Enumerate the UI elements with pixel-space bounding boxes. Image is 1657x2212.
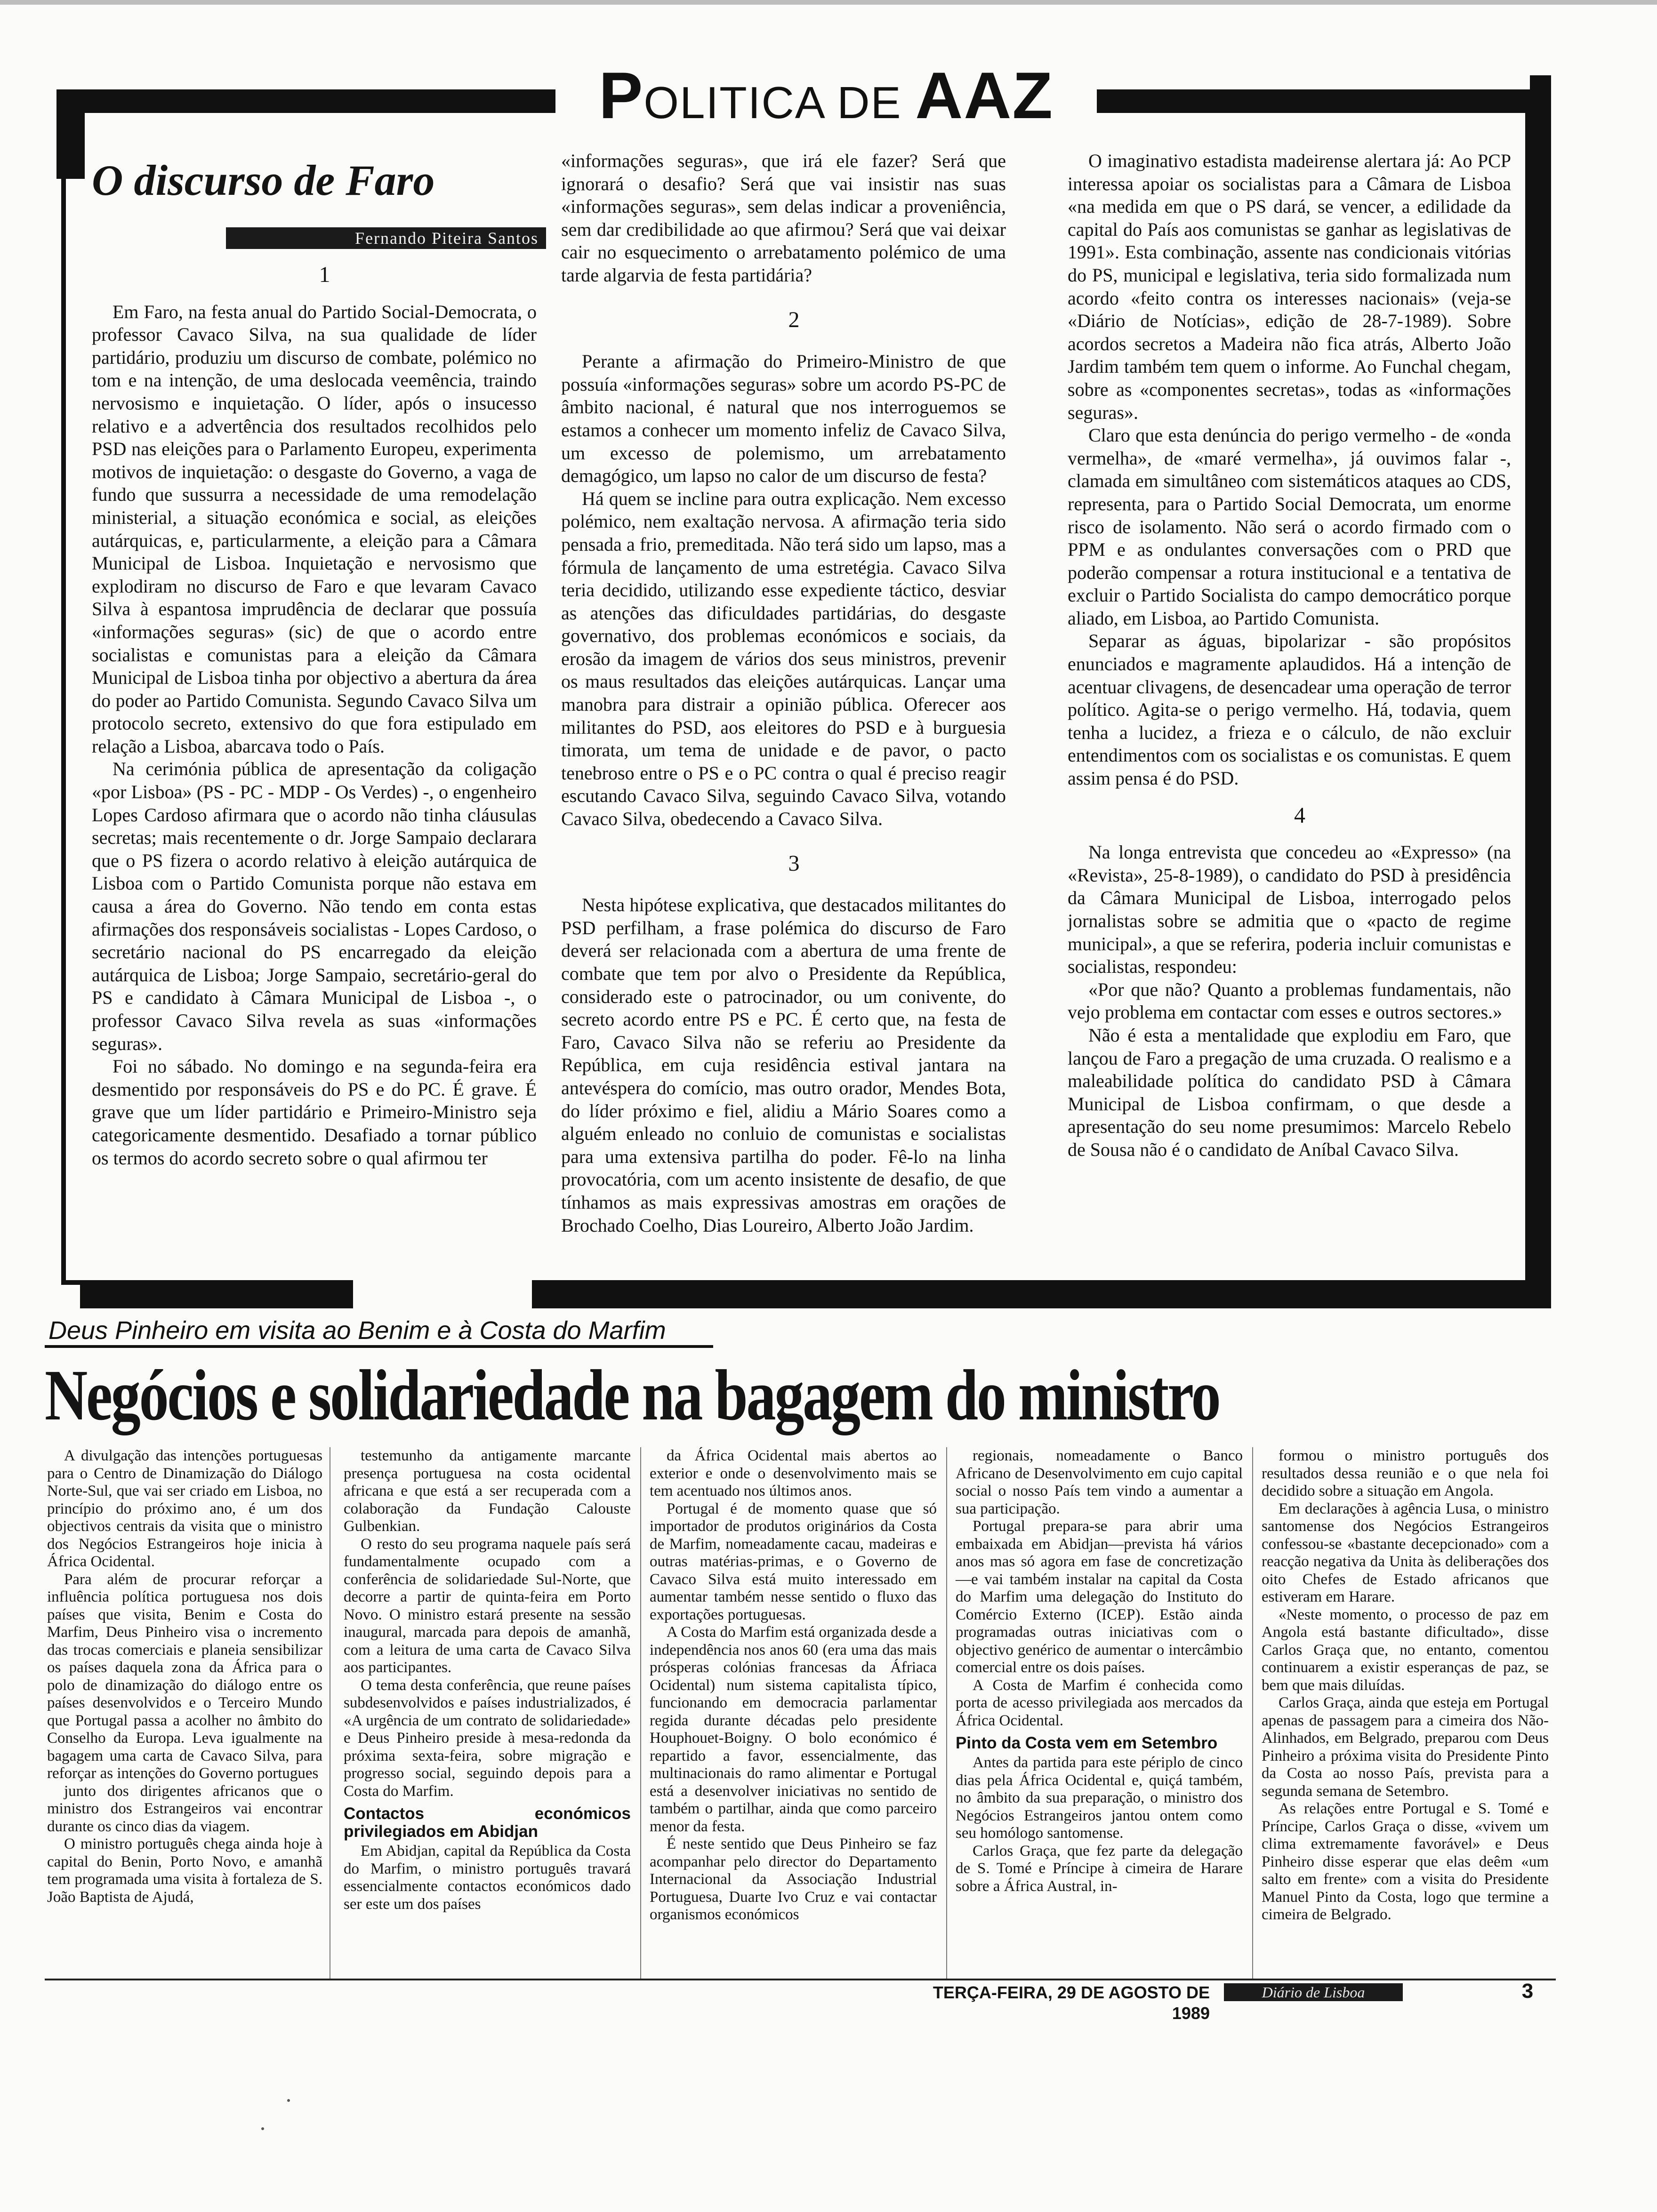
news-column-2 (344, 1447, 631, 1913)
page-top-rule (0, 0, 1657, 5)
article-headline: O discurso de Faro (92, 156, 435, 204)
scan-speck (261, 2127, 264, 2130)
news-subhead: Contactos económicos privilegiados em Abidjan (344, 1804, 631, 1841)
paragraph: «Neste momento, o processo de paz em Angola está bastante dificultado», disse Carlos Graça que, no entanto, comentou continuarem a existir esperanças de paz, se bem que mais diluídas. (1262, 1606, 1549, 1694)
paragraph: O ministro português chega ainda hoje à capital do Benin, Porto Novo, e amanhã tem programada uma visita à fortaleza de S. João Baptista de Ajudá, (47, 1835, 322, 1906)
section-number: 2 (788, 307, 800, 332)
article-column-1 (92, 264, 537, 1170)
footer-rule (45, 1979, 1556, 1980)
column-rule (946, 1447, 947, 1979)
paragraph: O tema desta conferência, que reune países subdesenvolvidos e países industrializados, é «A urgência de um contrato de solidariedade» e Deus Pinheiro preside à mesa-redonda da próxima sexta-feira, sobre migração e progresso social, seguindo depois para a Costa do Marfim. (344, 1676, 631, 1800)
paragraph: testemunho da antigamente marcante presença portuguesa na costa ocidental africana e que está a ser recuperada com a colaboração da Fundação Calouste Gulbenkian. (344, 1447, 631, 1535)
paragraph: Não é esta a mentalidade que explodiu em Faro, que lançou de Faro a pregação de uma cruzada. O realismo e a maleabilidade política do candidato PSD à Câmara Municipal de Lisboa confirmam, o que desde a apresentação do seu nome presumimos: Marcelo Rebelo de Sousa não é o candidato de Aníbal Cavaco Silva. (1068, 1024, 1511, 1160)
news-column-4 (956, 1447, 1243, 1895)
paragraph: O imaginativo estadista madeirense alertara já: Ao PCP interessa apoiar os socialistas para a Câmara de Lisboa «na medida em que o PS dará, se vencer, a edilidade da capital do País aos comunistas se ganhar as legislativas de 1991». Esta combinação, assente nas condicionais vitórias do PS, municipal e legislativa, teria sido formalizada num acordo «feito contra os interesses nacionais» (veja-se «Diário de Notícias», edição de 28-7-1989). Sobre acordos secretos a Madeira não fica atrás, Alberto João Jardim também tem quem o informe. Ao Funchal chegam, sobre as «componentes secretas», todas as «informações seguras». (1068, 150, 1511, 423)
paragraph: Foi no sábado. No domingo e na segunda-feira era desmentido por responsáveis do PS e do PC. É grave. É grave que um líder partidário e Primeiro-Ministro seja categoricamente desmentido. Desafiado a tornar público os termos do acordo secreto sobre o qual afirmou ter (92, 1056, 537, 1169)
paragraph: Na longa entrevista que concedeu ao «Expresso» (na «Revista», 25-8-1989), o candidato do PSD à presidência da Câmara Municipal de Lisboa, interrogado pelos jornalistas sobre se admitia que o «pacto de regime municipal», a que se referira, poderia incluir comunistas e socialistas, respondeu: (1068, 842, 1511, 978)
paragraph: Portugal é de momento quase que só importador de produtos originários da Costa de Marfim, nomeadamente cacau, madeiras e outras matérias-primas, e o Governo de Cavaco Silva está muito interessado em aumentar também nesse sentido o fluxo das exportações portuguesas. (650, 1500, 937, 1623)
paragraph: Em Faro, na festa anual do Partido Social-Democrata, o professor Cavaco Silva, na sua qualidade de líder partidário, produziu um discurso de combate, polémico no tom e na intenção, de uma deslocada veemência, traindo nervosismo e inquietação. O líder, após o insucesso relativo e a advertência dos resultados recolhidos pelo PSD nas eleições para o Parlamento Europeu, experimenta motivos de inquietação: o desgaste do Governo, a vaga de fundo que sussurra a necessidade de uma remodelação ministerial, a situação económica e social, as eleições autárquicas, e, particularmente, a eleição para a Câmara Municipal de Lisboa. Inquietação e nervosismo que explodiram no discurso de Faro e que levaram Cavaco Silva à espantosa imprudência de declarar que possuía «informações seguras» (sic) de que o acordo entre socialistas e comunistas para a eleição da Câmara Municipal de Lisboa tinha por objectivo a abertura da área do poder ao Partido Comunista. Segundo Cavaco Silva um protocolo secreto, extensivo do que fora estipulado em relação a Lisboa, abarcava todo o País. (92, 301, 537, 757)
news-column-5 (1262, 1447, 1549, 1924)
section-number: 4 (1294, 802, 1305, 828)
footer-newspaper-name: Diário de Lisboa (1224, 1983, 1403, 2001)
paragraph: Carlos Graça, que fez parte da delegação de S. Tomé e Príncipe à cimeira de Harare sobre a África Austral, in- (956, 1842, 1243, 1895)
frame-border-right (1530, 75, 1551, 1308)
paragraph: Em Abidjan, capital da República da Costa do Marfim, o ministro português travará essencialmente contactos económicos dado ser este um dos países (344, 1843, 631, 1913)
paragraph: Claro que esta denúncia do perigo vermelho - de «onda vermelha», de «maré vermelha», já ouvimos falar -, clamada em simultâneo com sistemáticos ataques ao CDS, representa, para o Partido Social Democrata, um enorme risco de isolamento. Não será o acordo firmado com o PPM e as ondulantes conversações com o PRD que poderão compensar a rotura institucional e a tentativa de excluir o Partido Socialista do campo democrático porque aliado, em Lisboa, ao Partido Comunista. (1068, 425, 1511, 629)
paragraph: junto dos dirigentes africanos que o ministro dos Estrangeiros vai encontrar durante os cinco dias da viagem. (47, 1782, 322, 1835)
paragraph: Antes da partida para este périplo de cinco dias pela África Ocidental e, quiçá também, no âmbito da sua preparação, o ministro dos Negócios Estrangeiros jantou ontem como seu homólogo santomense. (956, 1754, 1243, 1842)
paragraph: Na cerimónia pública de apresentação da coligação «por Lisboa» (PS - PC - MDP - Os Verdes) -, o engenheiro Lopes Cardoso afirmara que o acordo não tinha cláusulas secretas; mais recentemente o dr. Jorge Sampaio declarara que o PS fizera o acordo relativo à eleição autárquica de Lisboa com o Partido Comunista porque não estava em causa a área do Governo. Não tendo em conta estas afirmações dos responsáveis socialistas - Lopes Cardoso, o secretário nacional do PS encarregado da eleição autárquica de Lisboa; Jorge Sampaio, secretário-geral do PS e candidato à Câmara Municipal de Lisboa -, o professor Cavaco Silva revela as suas «informações seguras». (92, 758, 537, 1054)
news-column-3 (650, 1447, 937, 1924)
paragraph: A divulgação das intenções portuguesas para o Centro de Dinamização do Diálogo Norte-Sul, que vai ser criado em Lisboa, no princípio do próximo ano, é um dos objectivos centrais da visita que o ministro dos Negócios Estrangeiros hoje inicia à África Ocidental. (47, 1447, 322, 1570)
paragraph: O resto do seu programa naquele país será fundamentalmente ocupado com a conferência de solidariedade Sul-Norte, que decorre a partir de quinta-feira em Porto Novo. O ministro estará presente na sessão inaugural, marcada para depois de amanhã, com a leitura de uma carta de Cavaco Silva aos participantes. (344, 1535, 631, 1676)
paragraph: A Costa de Marfim é conhecida como porta de acesso privilegiada aos mercados da África Ocidental. (956, 1676, 1243, 1729)
article-column-3 (1068, 150, 1511, 1162)
article-byline: Fernando Piteira Santos (226, 227, 546, 249)
column-rule (1252, 1447, 1253, 1979)
paragraph: É neste sentido que Deus Pinheiro se faz acompanhar pelo director do Departamento Internacional da Associação Industrial Portuguesa, Duarte Ivo Cruz e vai contactar organismos económicos (650, 1835, 937, 1923)
paragraph: Carlos Graça, ainda que esteja em Portugal apenas de passagem para a cimeira dos Não-Alinhados, em Belgrado, preparou com Deus Pinheiro a próxima visita do Presidente Pinto da Costa ao nosso País, prevista para a segunda semana de Setembro. (1262, 1694, 1549, 1800)
paragraph: Portugal prepara-se para abrir uma embaixada em Abidjan—prevista há vários anos mas só agora em fase de concretização—e vai também instalar na capital da Costa do Marfim uma delegação do Instituto do Comércio Externo (ICEP). Estão ainda programadas outras iniciativas com o objectivo genérico de aumentar o intercâmbio comercial entre os dois países. (956, 1518, 1243, 1676)
frame-border-bottom (80, 1280, 1551, 1308)
paragraph: formou o ministro português dos resultados dessa reunião e o que nela foi decidido sobre a situação em Angola. (1262, 1447, 1549, 1499)
paragraph: Em declarações à agência Lusa, o ministro santomense dos Negócios Estrangeiros confessou-se «bastante decepcionado» com a reacção negativa da Unita às deliberações dos oito Chefes de Estado africanos que estiveram em Harare. (1262, 1500, 1549, 1605)
paragraph: A Costa do Marfim está organizada desde a independência nos anos 60 (era uma das mais prósperas colónias francesas da Áfriaca Ocidental) num sistema capitalista típico, funcionando em democracia parlamentar regida durante décadas pelo presidente Houphouet-Boigny. O bolo económico é repartido a favor, essencialmente, das multinacionais do ramo alimentar e Portugal está a desenvolver iniciativas no sentido de também o partilhar, ainda que como parceiro menor da festa. (650, 1624, 937, 1835)
section-number: 1 (319, 262, 330, 287)
paragraph: «Por que não? Quanto a problemas fundamentais, não vejo problema em contactar com esses e outros sectores.» (1068, 978, 1511, 1023)
news-headline: Negócios e solidariedade na bagagem do ministro (45, 1355, 1220, 1435)
paragraph: Há quem se incline para outra explicação. Nem excesso polémico, nem exaltação nervosa. A afirmação teria sido pensada a frio, premeditada. Não terá sido um lapso, mas a fórmula de lançamento de uma estretégia. Cavaco Silva teria decidido, utilizando esse expediente táctico, desviar as atenções das dificuldades partidárias, do desgaste governativo, dos problemas económicos e sociais, da erosão da imagem de vários dos seus ministros, prevenir os maus resultados das eleições autárquicas. Lançar uma manobra para distrair a opinião pública. Oferecer aos militantes do PSD, aos eleitores do PSD e à burguesia timorata, um tema de unidade e de pavor, o pacto tenebroso entre o PS e o PC contra o qual é preciso reagir escutando Cavaco Silva, seguindo Cavaco Silva, votando Cavaco Silva, obedecendo a Cavaco Silva. (561, 488, 1006, 830)
article-column-2 (561, 150, 1006, 1237)
paragraph: As relações entre Portugal e S. Tomé e Príncipe, Carlos Graça o disse, «vivem um clima extremamente favorável» e Deus Pinheiro disse esperar que elas deêm «um salto em frente» com a visita do Presidente Manuel Pinto da Costa, logo que termine a cimeira de Belgrado. (1262, 1800, 1549, 1923)
paragraph: Para além de procurar reforçar a influência política portuguesa nos dois países que visita, Benim e Costa do Marfim, Deus Pinheiro visa o incremento das trocas comerciais e planeia sensibilizar os países daquela zona da África para o polo de dinamização do diálogo entre os países desenvolvidos e o Terceiro Mundo que Portugal passa a acolher no âmbito do Conselho da Europa. Leva igualmente na bagagem uma carta de Cavaco Silva, para reforçar as intenções do Governo portugues (47, 1571, 322, 1782)
footer-page-number: 3 (1521, 1980, 1534, 2003)
paragraph: da África Ocidental mais abertos ao exterior e onde o desenvolvimento mais se tem acentuado nos últimos anos. (650, 1447, 937, 1499)
footer-date: TERÇA-FEIRA, 29 DE AGOSTO DE 1989 (933, 1983, 1210, 2023)
article-kicker: Deus Pinheiro em visita ao Benim e à Costa do Marfim (45, 1317, 713, 1348)
paragraph: regionais, nomeadamente o Banco Africano de Desenvolvimento em cujo capital social o nosso País tem vindo a aumentar a sua participação. (956, 1447, 1243, 1517)
frame-notch (353, 1266, 532, 1313)
scan-speck (287, 2099, 290, 2102)
news-subhead: Pinto da Costa vem em Setembro (956, 1734, 1218, 1752)
section-number: 3 (788, 850, 800, 876)
paragraph: Separar as águas, bipolarizar - são propósitos enunciados e magramente aplaudidos. Há a intenção de acentuar clivagens, de desencadear uma operação de terror político. Agita-se o perigo vermelho. Há, todavia, quem tenha a lucidez, a frieza e o cálculo, de não excluir entendimentos com os socialistas e os comunistas. E quem assim pensa é do PSD. (1068, 630, 1511, 789)
paragraph: Nesta hipótese explicativa, que destacados militantes do PSD perfilham, a frase polémica do discurso de Faro deverá ser relacionada com a abertura de uma frente de combate que tem por alvo o Presidente da República, considerado este o patrocinador, ou um conivente, do secreto acordo entre PS e PC. É certo que, na festa de Faro, Cavaco Silva não se referiu ao Presidente da República, em cuja residência estival jantara na antevéspera do comício, mas outro orador, Mendes Bota, do líder próximo e fiel, alidiu a Mário Soares como a alguém enleado no conluio de comunistas e socialistas para uma extensiva partilha do poder. Fê-lo na linha provocatória, com um acento insistente de desafio, de que tínhamos as mais expressivas amostras em orações de Brochado Coelho, Dias Loureiro, Alberto João Jardim. (561, 894, 1006, 1236)
column-rule (640, 1447, 641, 1979)
paragraph: «informações seguras», que irá ele fazer? Será que ignorará o desafio? Será que vai insistir nas suas «informações seguras», sem delas indicar a proveniência, sem dar credibilidade ao que afirmou? Será que vai deixar cair no esquecimento o arrebatamento polémico de uma tarde algarvia de festa partidária? (561, 150, 1006, 286)
masthead-title: POLITICA DE AAZ (599, 58, 1054, 132)
news-column-1 (47, 1447, 322, 1906)
paragraph: Perante a afirmação do Primeiro-Ministro de que possuía «informações seguras» sobre um acordo PS-PC de âmbito nacional, é natural que nos interroguemos se estamos a conhecer um momento infeliz de Cavaco Silva, um excesso de polemismo, um arrebatamento demagógico, um lapso no calor de um discurso de festa? (561, 351, 1006, 487)
section-masthead (555, 60, 1097, 131)
